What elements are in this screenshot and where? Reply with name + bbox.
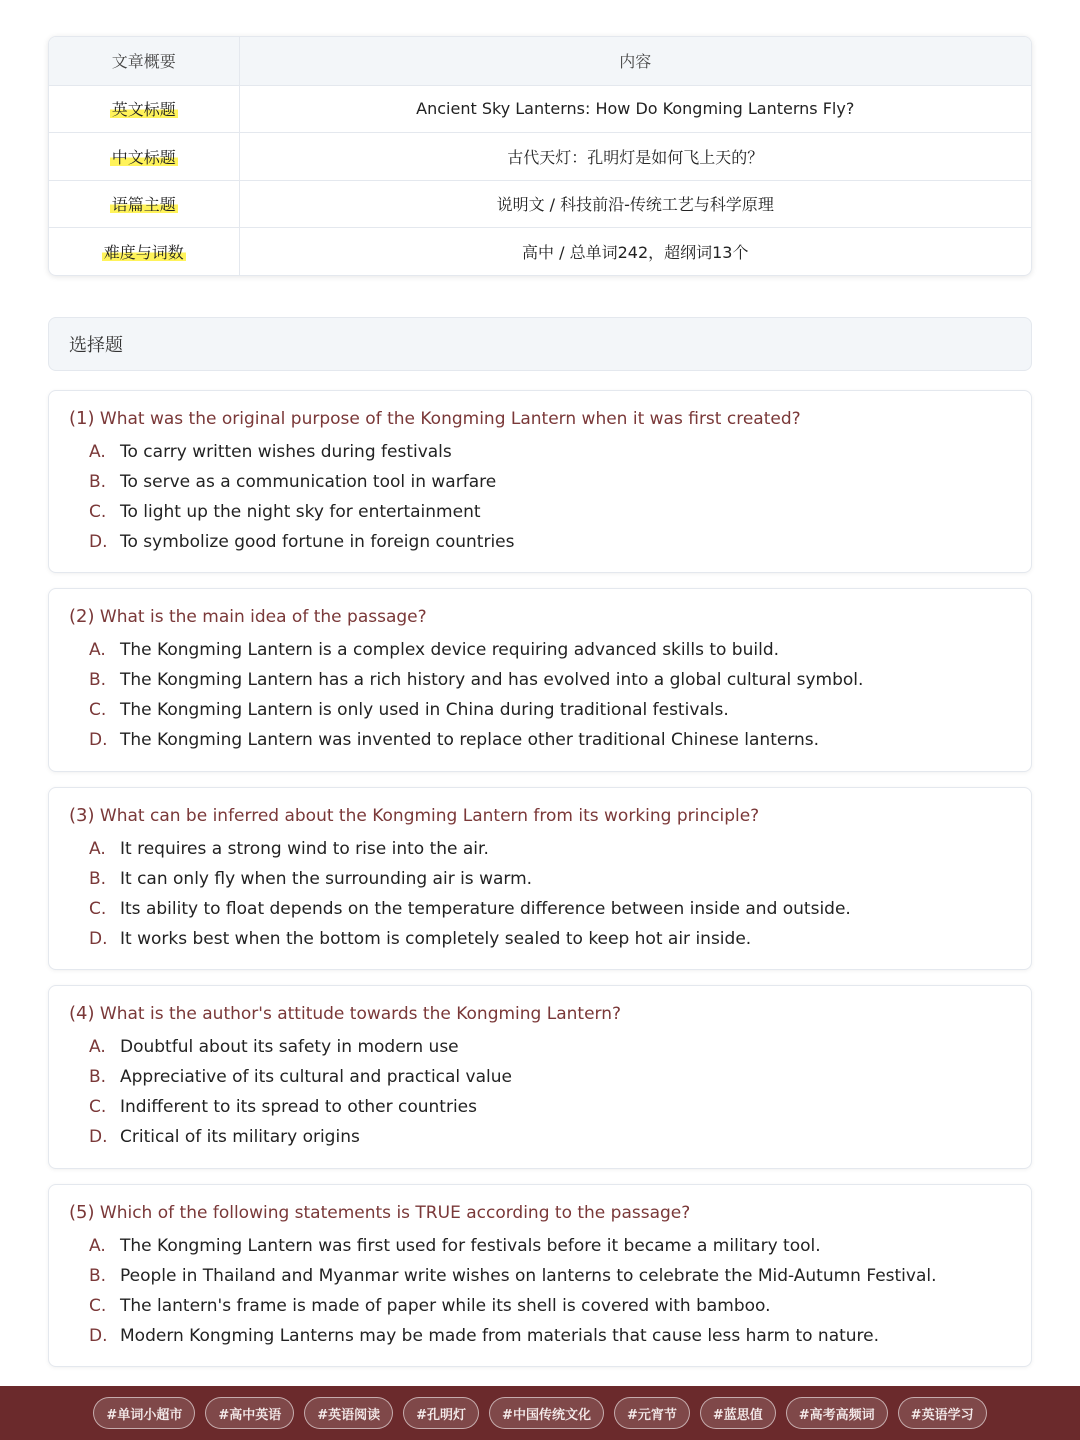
option-letter: C. [89,700,107,720]
option-letter: D. [89,929,108,949]
option-text: It requires a strong wind to rise into the air. [120,839,489,859]
question-number: (2) [69,606,95,627]
option-a[interactable] [69,437,1011,467]
hashtag-bar [0,1386,1080,1440]
option-a[interactable] [69,635,1011,665]
question-card-4 [48,985,1032,1169]
option-d[interactable] [69,527,1011,557]
option-text: To symbolize good fortune in foreign countries [120,532,515,552]
option-text: The Kongming Lantern was first used for festivals before it became a military tool. [120,1236,821,1256]
option-d[interactable] [69,725,1011,755]
question-text: Which of the following statements is TRUE according to the passage? [99,1203,691,1223]
option-letter: A. [89,640,106,660]
table-row [49,180,1031,228]
hashtag-chip[interactable]: #中国传统文化 [489,1397,604,1429]
question-number: (5) [69,1202,95,1223]
row-label: 中文标题 [110,145,178,168]
table-row [49,228,1031,276]
question-card-5 [48,1184,1032,1367]
option-c[interactable] [69,1092,1011,1122]
question-stem [69,1002,1011,1026]
option-letter: D. [89,532,108,552]
option-letter: B. [89,472,107,492]
row-label-cell [49,85,239,133]
option-a[interactable] [69,834,1011,864]
table-header-row [49,37,1031,85]
question-text: What is the author's attitude towards the Kongming Lantern? [99,1004,622,1024]
row-value: Ancient Sky Lanterns: How Do Kongming Lanterns Fly? [239,85,1031,133]
row-label-cell [49,133,239,181]
question-card-3 [48,787,1032,970]
option-letter: B. [89,670,107,690]
option-a[interactable] [69,1032,1011,1062]
option-c[interactable] [69,1291,1011,1321]
option-letter: C. [89,1296,107,1316]
option-text: People in Thailand and Myanmar write wishes on lanterns to celebrate the Mid-Autumn Festival. [120,1266,937,1286]
hashtag-chip[interactable]: #元宵节 [614,1397,690,1429]
question-text: What was the original purpose of the Kongming Lantern when it was first created? [99,409,801,429]
table-header-cell: 文章概要 [49,37,239,85]
option-c[interactable] [69,894,1011,924]
row-label: 语篇主题 [110,192,178,215]
option-text: Its ability to float depends on the temperature difference between inside and outside. [120,899,851,919]
option-b[interactable] [69,467,1011,497]
option-text: Appreciative of its cultural and practical value [120,1067,512,1087]
option-letter: A. [89,442,106,462]
option-c[interactable] [69,695,1011,725]
option-letter: A. [89,1037,106,1057]
row-label: 难度与词数 [102,240,186,263]
row-value: 说明文 / 科技前沿-传统工艺与科学原理 [239,180,1031,228]
option-letter: A. [89,1236,106,1256]
hashtag-chip[interactable]: #孔明灯 [403,1397,479,1429]
hashtag-chip[interactable]: #英语阅读 [304,1397,393,1429]
option-letter: C. [89,899,107,919]
hashtag-chip[interactable]: #高考高频词 [786,1397,888,1429]
question-stem [69,804,1011,828]
option-a[interactable] [69,1231,1011,1261]
hashtag-chip[interactable]: #单词小超市 [93,1397,195,1429]
option-text: It works best when the bottom is completely sealed to keep hot air inside. [120,929,752,949]
row-value: 古代天灯：孔明灯是如何飞上天的？ [239,133,1031,181]
option-letter: D. [89,1326,108,1346]
question-card-1 [48,390,1032,573]
option-text: The Kongming Lantern is only used in China during traditional festivals. [120,700,729,720]
row-label-cell [49,228,239,276]
option-text: Modern Kongming Lanterns may be made from materials that cause less harm to nature. [120,1326,880,1346]
question-stem [69,605,1011,629]
option-b[interactable] [69,864,1011,894]
option-text: The lantern's frame is made of paper while its shell is covered with bamboo. [120,1296,771,1316]
option-text: The Kongming Lantern was invented to replace other traditional Chinese lanterns. [120,730,820,750]
option-c[interactable] [69,497,1011,527]
article-summary-table [48,36,1032,276]
option-letter: D. [89,1127,108,1147]
option-d[interactable] [69,924,1011,954]
hashtag-chip[interactable]: #高中英语 [205,1397,294,1429]
option-text: To light up the night sky for entertainment [120,502,481,522]
option-text: The Kongming Lantern has a rich history and has evolved into a global cultural symbol. [120,670,864,690]
option-letter: D. [89,730,108,750]
question-number: (4) [69,1003,95,1024]
option-b[interactable] [69,1261,1011,1291]
question-text: What can be inferred about the Kongming Lantern from its working principle? [99,806,760,826]
question-card-2 [48,588,1032,772]
hashtag-chip[interactable]: #英语学习 [898,1397,987,1429]
option-text: Doubtful about its safety in modern use [120,1037,459,1057]
option-b[interactable] [69,1062,1011,1092]
question-stem [69,1201,1011,1225]
section-title: 选择题 [48,317,1032,371]
option-letter: C. [89,502,107,522]
option-d[interactable] [69,1122,1011,1152]
table-row [49,133,1031,181]
option-text: The Kongming Lantern is a complex device requiring advanced skills to build. [120,640,780,660]
table-row [49,85,1031,133]
option-text: To carry written wishes during festivals [120,442,452,462]
option-text: It can only fly when the surrounding air is warm. [120,869,533,889]
table-header-cell: 内容 [239,37,1031,85]
option-text: Indifferent to its spread to other countries [120,1097,477,1117]
option-text: Critical of its military origins [120,1127,360,1147]
option-letter: C. [89,1097,107,1117]
question-number: (3) [69,805,95,826]
option-letter: B. [89,1266,107,1286]
option-text: To serve as a communication tool in warfare [120,472,497,492]
row-value: 高中 / 总单词242，超纲词13个 [522,243,749,262]
question-number: (1) [69,408,95,429]
question-text: What is the main idea of the passage? [99,607,427,627]
row-label: 英文标题 [110,97,178,120]
option-letter: B. [89,1067,107,1087]
option-d[interactable] [69,1321,1011,1351]
option-letter: B. [89,869,107,889]
hashtag-chip[interactable]: #蓝思值 [700,1397,776,1429]
option-letter: A. [89,839,106,859]
row-label-cell [49,180,239,228]
question-stem [69,407,1011,431]
option-b[interactable] [69,665,1011,695]
